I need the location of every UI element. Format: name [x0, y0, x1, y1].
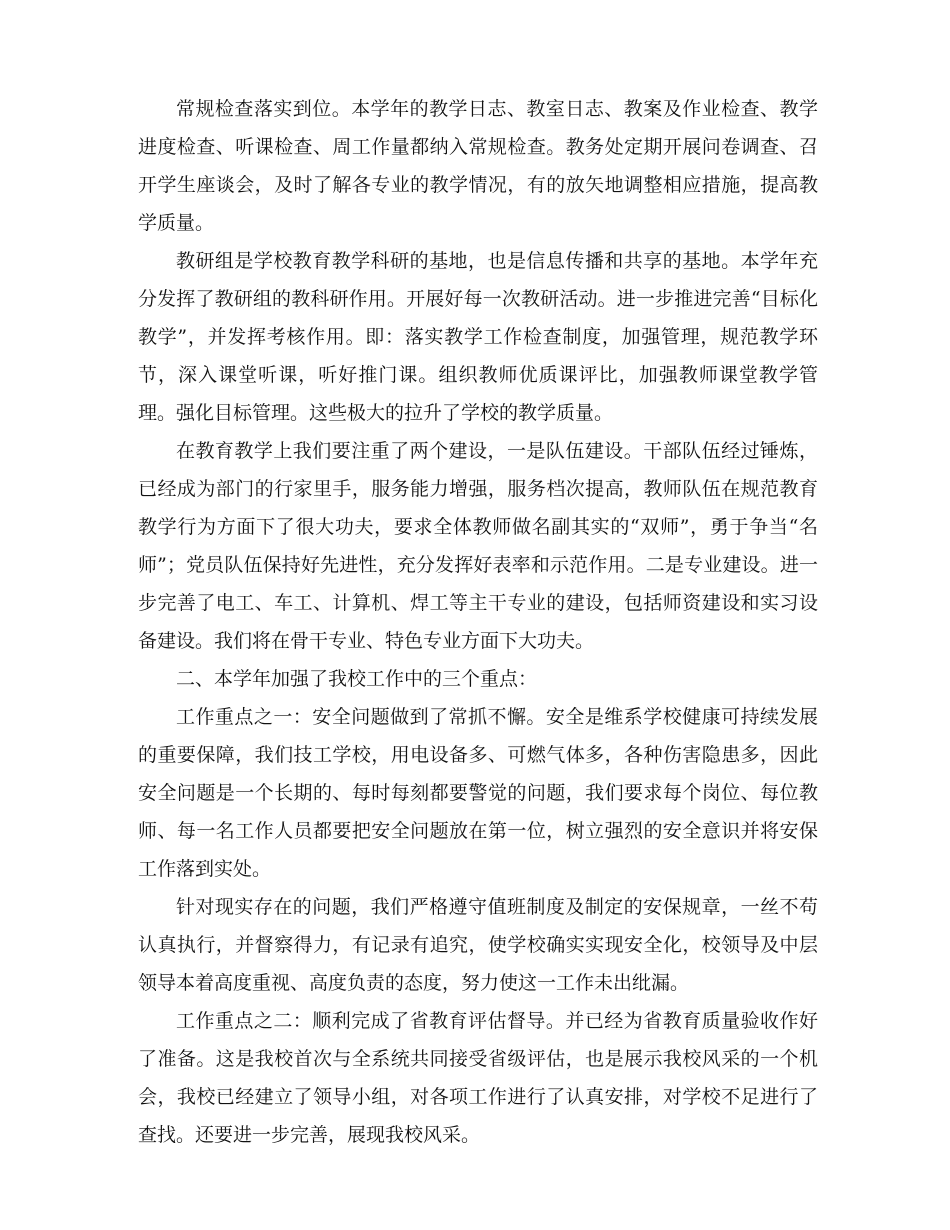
paragraph-section-heading: 二、本学年加强了我校工作中的三个重点：: [176, 668, 538, 690]
document-body: [138, 90, 818, 1154]
paragraph-two-constructions: 在教育教学上我们要注重了两个建设，一是队伍建设。干部队伍经过锤炼，已经成为部门的行家里手，服务能力增强，服务档次提高，教师队伍在规范教育教学行为方面下了很大功夫，要求全体教师做名副其实的“双师”，勇于争当“名师”；党员队伍保持好先进性，充分发挥好表率和示范作用。二是专业建设。进一步完善了电工、车工、计算机、焊工等主干专业的建设，包括师资建设和实习设备建设。我们将在骨干专业、特色专业方面下大功夫。: [138, 440, 818, 652]
paragraph-routine-inspection: 常规检查落实到位。本学年的教学日志、教室日志、教案及作业检查、教学进度检查、听课检查、周工作量都纳入常规检查。教务处定期开展问卷调查、召开学生座谈会，及时了解各专业的教学情况，有的放矢地调整相应措施，提高教学质量。: [138, 98, 818, 234]
paragraph-focus-two-evaluation: 工作重点之二：顺利完成了省教育评估督导。并已经为省教育质量验收作好了准备。这是我校首次与全系统共同接受省级评估，也是展示我校风采的一个机会，我校已经建立了领导小组，对各项工作进行了认真安排，对学校不足进行了查找。还要进一步完善，展现我校风采。: [138, 1010, 818, 1146]
paragraph-safety-measures: 针对现实存在的问题，我们严格遵守值班制度及制定的安保规章，一丝不苟认真执行，并督察得力，有记录有追究，使学校确实实现安全化，校领导及中层领导本着高度重视、高度负责的态度，努力使这一工作未出纰漏。: [138, 896, 818, 994]
paragraph-focus-one-safety: 工作重点之一：安全问题做到了常抓不懈。安全是维系学校健康可持续发展的重要保障，我们技工学校，用电设备多、可燃气体多，各种伤害隐患多，因此安全问题是一个长期的、每时每刻都要警觉的问题，我们要求每个岗位、每位教师、每一名工作人员都要把安全问题放在第一位，树立强烈的安全意识并将安保工作落到实处。: [138, 706, 818, 880]
paragraph-teaching-research: 教研组是学校教育教学科研的基地，也是信息传播和共享的基地。本学年充分发挥了教研组的教科研作用。开展好每一次教研活动。进一步推进完善“目标化教学”，并发挥考核作用。即：落实教学工作检查制度，加强管理，规范教学环节，深入课堂听课，听好推门课。组织教师优质课评比，加强教师课堂教学管理。强化目标管理。这些极大的拉升了学校的教学质量。: [138, 250, 818, 424]
